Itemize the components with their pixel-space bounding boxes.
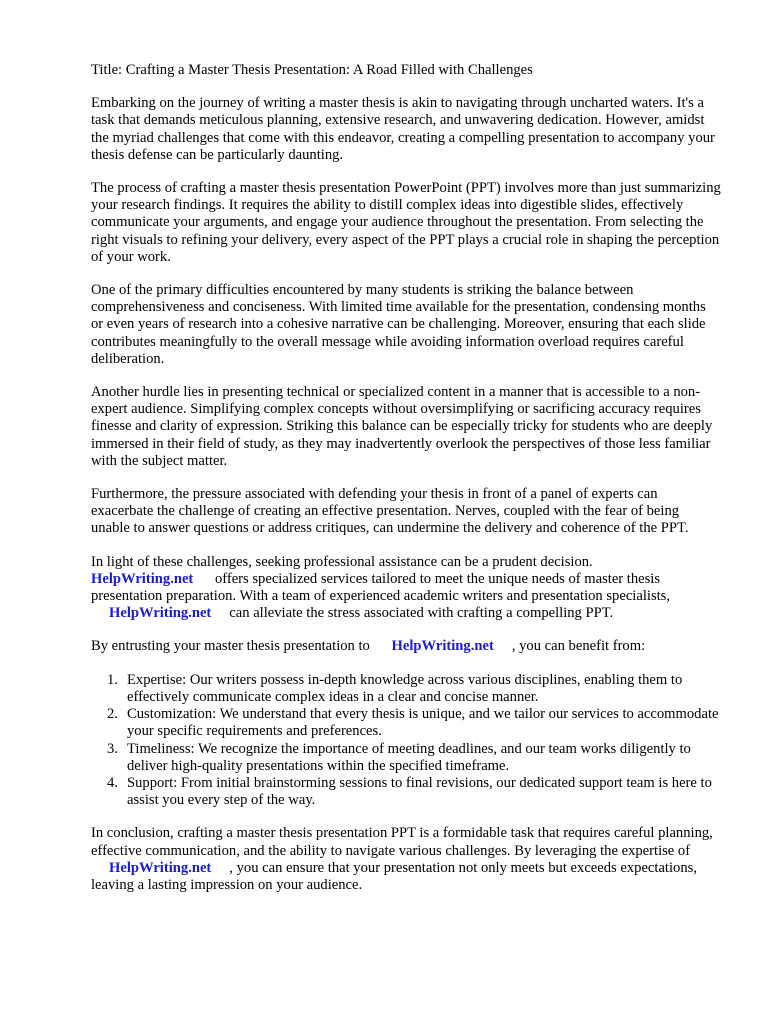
- list-item-number: 4.: [107, 774, 118, 791]
- helpwriting-link[interactable]: HelpWriting.net: [391, 638, 494, 655]
- list-item-text: Timeliness: We recognize the importance of meeting deadlines, and our team works diligently to deliver high-quality presentations within the specified timeframe.: [127, 740, 691, 774]
- list-item: [91, 706, 721, 740]
- helpwriting-link[interactable]: HelpWriting.net: [91, 570, 194, 587]
- helpwriting-link[interactable]: HelpWriting.net: [109, 605, 212, 622]
- list-item: [91, 775, 721, 809]
- list-item-number: 1.: [107, 671, 118, 688]
- document-page: [91, 62, 721, 910]
- paragraph-intro: Embarking on the journey of writing a master thesis is akin to navigating through uncharted waters. It's a task that demands meticulous planning, extensive research, and unwavering dedication. However, amidst the myriad challenges that come with this endeavor, creating a compelling presentation to accompany your thesis defense can be particularly daunting.: [91, 95, 715, 163]
- paragraph-process: The process of crafting a master thesis presentation PowerPoint (PPT) involves more than just summarizing your research findings. It requires the ability to distill complex ideas into digestible slides, effectively communicate your arguments, and engage your audience throughout the presentation. From selecting the right visuals to refining your delivery, every aspect of the PPT plays a crucial role in shaping the perception of your work.: [91, 180, 721, 265]
- entrust-tail-text: , you can benefit from:: [511, 638, 646, 655]
- list-item-number: 2.: [107, 706, 118, 723]
- benefits-list: [91, 672, 721, 810]
- helpwriting-link[interactable]: HelpWriting.net: [109, 859, 212, 876]
- conclusion-tail-text: , you can ensure that your presentation not only meets but exceeds expectations, leaving a lasting impression on your audience.: [91, 859, 697, 893]
- assistance-lead-text: In light of these challenges, seeking professional assistance can be a prudent decision.: [91, 553, 593, 570]
- document-title: Title: Crafting a Master Thesis Presentation: A Road Filled with Challenges: [91, 62, 533, 78]
- list-item-text: Customization: We understand that every thesis is unique, and we tailor our services to accommodate your specific requirements and preferences.: [127, 706, 719, 740]
- paragraph-difficulties: One of the primary difficulties encountered by many students is striking the balance between comprehensiveness and conciseness. With limited time available for the presentation, condensing months or even years of research into a cohesive narrative can be challenging. Moreover, ensuring that each slide contributes meaningfully to the overall message while avoiding information overload requires careful deliberation.: [91, 282, 706, 367]
- assistance-tail-text: can alleviate the stress associated with crafting a compelling PPT.: [229, 605, 614, 622]
- list-item-text: Support: From initial brainstorming sessions to final revisions, our dedicated support team is here to assist you every step of the way.: [127, 774, 712, 809]
- entrust-lead-text: By entrusting your master thesis presentation to: [91, 638, 370, 655]
- paragraph-assistance: [91, 554, 721, 623]
- paragraph-pressure: Furthermore, the pressure associated with defending your thesis in front of a panel of experts can exacerbate the challenge of creating an effective presentation. Nerves, coupled with the fear of being unable to answer questions or address critiques, can undermine the delivery and coherence of the PPT.: [91, 486, 689, 537]
- conclusion-lead-text: In conclusion, crafting a master thesis presentation PPT is a formidable task that requires careful planning, effective communication, and the ability to navigate various challenges. By leveraging the expertise of: [91, 825, 713, 859]
- list-item-text: Expertise: Our writers possess in-depth knowledge across various disciplines, enabling them to effectively communicate complex ideas in a clear and concise manner.: [127, 671, 683, 705]
- paragraph-conclusion: [91, 825, 721, 894]
- list-item-number: 3.: [107, 740, 118, 757]
- paragraph-technical-content: Another hurdle lies in presenting technical or specialized content in a manner that is accessible to a non-expert audience. Simplifying complex concepts without oversimplifying or sacrificing accuracy requires finesse and clarity of expression. Striking this balance can be especially tricky for students who are deeply immersed in their field of study, as they may inadvertently overlook the perspectives of those less familiar with the subject matter.: [91, 384, 713, 469]
- paragraph-entrust: [91, 638, 721, 655]
- list-item: [91, 741, 721, 775]
- assistance-mid-text: offers specialized services tailored to meet the unique needs of master thesis presentation preparation. With a team of experienced academic writers and presentation specialists,: [91, 570, 671, 605]
- list-item: [91, 672, 721, 706]
